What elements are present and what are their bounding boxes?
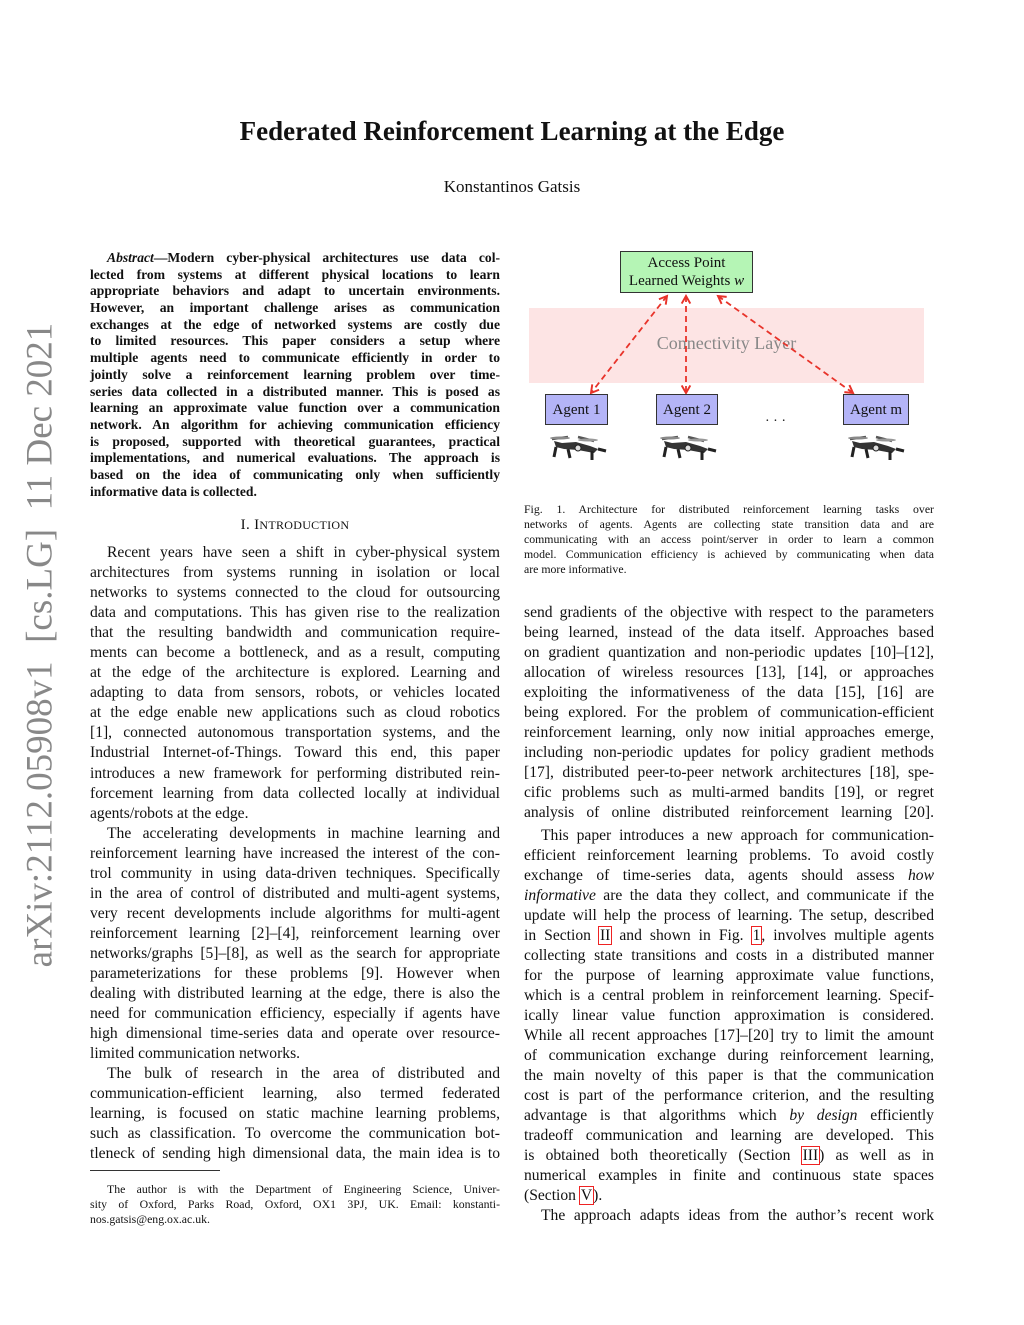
text-line: jointly solve a reinforcement learning problem over time- [90, 366, 500, 382]
text-segment: efficiently [857, 1107, 934, 1125]
emphasis-text: informative [524, 886, 596, 904]
text-line: allocation of wireless resources [13], [14], or approaches [524, 664, 934, 682]
cross-reference-link[interactable]: II [599, 926, 611, 944]
arxiv-label[interactable]: arXiv:2112.05908v1 [cs.LG] 11 Dec 2021 [19, 322, 61, 968]
text-line: is proposed, supported with theoretical guarantees, practical [90, 433, 500, 449]
text-line: The accelerating developments in machine learning and [107, 824, 500, 842]
text-line: dealing with distributed learning at the edge, there is also the [90, 985, 500, 1003]
text-line: tradeoff communication and learning are developed. This [524, 1127, 934, 1145]
text-line: learning, is focused on static machine learning problems, [90, 1105, 500, 1123]
text-line: at the edge of the architecture is explored. Learning and [90, 664, 500, 682]
cross-reference-link[interactable]: III [802, 1147, 819, 1165]
emphasis-text: by design [789, 1107, 858, 1125]
text-line [90, 250, 500, 267]
text-line: series data collected in a distributed manner. This is posed as [90, 383, 500, 399]
paragraph [90, 824, 500, 1065]
text-line: communication-efficient learning, also termed federated [90, 1085, 500, 1103]
text-line: are more informative. [524, 562, 627, 576]
text-line: on gradient quantization and non-periodic updates [10]–[12], [524, 644, 934, 662]
section-title-rest: NTRODUCTION [259, 518, 350, 532]
section-heading-introduction [90, 517, 500, 534]
text-line: adapting to data from sensors, robots, or vehicles located [90, 684, 500, 702]
text-line: architectures from systems running in isolation or local [90, 564, 500, 582]
right-column [524, 603, 934, 1226]
text-line: learning an approximate value function over a communication [90, 400, 500, 416]
text-line: being learned, instead of the data itself. Approaches based [524, 624, 934, 642]
text-line: very recent developments include algorithms for multi-agent [90, 904, 500, 922]
text-line: Industrial Internet-of-Things. Toward this end, this paper [90, 744, 500, 762]
text-segment: are the data they collect, and communicate if the [595, 886, 934, 904]
paragraph [90, 543, 500, 824]
cross-reference-link[interactable]: 1 [752, 926, 761, 944]
text-segment: is obtained both theoretically (Section [524, 1147, 802, 1165]
text-line [524, 1106, 934, 1126]
text-line: [17], distributed peer-to-peer network architectures [18], spe- [524, 764, 934, 782]
text-line: analysis of online distributed reinforcement learning [20]. [524, 804, 934, 822]
text-line: which is a central problem in reinforcement learning. Specif- [524, 986, 934, 1004]
left-column [90, 543, 500, 1164]
text-segment: Modern cyber-physical architectures use data col- [167, 250, 500, 265]
text-line: Recent years have seen a shift in cyber-physical system [107, 544, 500, 561]
footnote-text [90, 1182, 500, 1227]
footnote [90, 1182, 500, 1227]
text-line: efficient reinforcement learning problems. To avoid costly [524, 846, 934, 864]
agent-m-box: Agent m [843, 394, 909, 425]
text-line: trol community in using data-driven techniques. Specifically [90, 864, 500, 882]
connectivity-layer-label: Connectivity Layer [656, 333, 797, 353]
text-line: communicating with an access point/server in order to learn a common [524, 532, 934, 546]
text-line: numerical examples in finite and continuous state spaces [524, 1167, 934, 1185]
text-line: cific problems such as multi-armed bandits [19], or regret [524, 784, 934, 802]
text-line: parameterizations for these problems [9]. However when [90, 964, 500, 982]
text-line: collecting state transitions and costs in a distributed manner [524, 946, 934, 964]
text-line: networks/graphs [5]–[8], as well as the search for appropriate [90, 944, 500, 962]
abstract-label: Abstract [107, 250, 154, 265]
agent-2-box: Agent 2 [656, 394, 718, 425]
agent-1-box: Agent 1 [545, 394, 608, 425]
drone-icon [548, 433, 608, 463]
text-line [524, 1186, 934, 1206]
text-segment: and shown in Fig. [611, 926, 752, 944]
text-line: nos.gatsis@eng.ox.ac.uk. [90, 1212, 210, 1226]
text-segment: , involves multiple agents [761, 926, 935, 944]
text-segment: ) as well as in [819, 1147, 934, 1165]
text-line: network. An algorithm for achieving communication efficiency [90, 416, 500, 432]
figure-1 [520, 240, 940, 470]
text-line: networks to systems connected to the cloud for outsourcing [90, 584, 500, 602]
drone-icon [658, 433, 718, 463]
text-line: such as classification. To overcome the communication bot- [90, 1125, 500, 1143]
text-line: reinforcement learning, only now initial approaches emerge, [524, 724, 934, 742]
section-number: I. [240, 517, 251, 533]
text-line: reinforcement learning [2]–[4], reinforcement learning over [90, 924, 500, 942]
text-line: [1], connected autonomous transportation systems, and the [90, 724, 500, 742]
text-line: ments can become a bottleneck, and as a result, computing [90, 644, 500, 662]
text-line: limited communication networks. [90, 1045, 301, 1063]
text-line: being explored. For the problem of communication-efficient [524, 704, 934, 722]
text-segment: advantage is that algorithms which [524, 1107, 790, 1125]
paragraph [524, 603, 934, 824]
ellipsis: · · · [765, 414, 786, 429]
author: Konstantinos Gatsis [443, 177, 581, 196]
caption-text [524, 502, 934, 577]
footnote-rule [90, 1170, 220, 1171]
text-line: exchanges at the edge of networked systems are costly due [90, 316, 500, 332]
access-point-label: Access Point [647, 255, 726, 271]
abstract [90, 250, 500, 500]
text-line: model. Communication efficiency is achieved by communicating when data [524, 547, 934, 561]
paragraph [524, 1206, 934, 1226]
text-line: for the purpose of learning approximate value functions, [524, 966, 934, 984]
text-line: forcement learning from data collected locally at individual [90, 784, 500, 802]
text-line: tleneck of sending high dimensional data, the main idea is to [90, 1145, 500, 1163]
text-line: update will help the process of learning. The setup, described [524, 906, 934, 924]
paragraph [90, 1064, 500, 1164]
text-line [524, 866, 934, 886]
text-line: based on the idea of communicating only when sufficiently [90, 466, 500, 482]
text-segment: in Section [524, 926, 599, 944]
text-line: need for communication efficiency, especially if agents have [90, 1005, 500, 1023]
text-line: multiple agents need to communicate efficiently in order to [90, 350, 500, 366]
text-line [524, 926, 934, 946]
text-line: However, an important challenge arises as communication [90, 300, 500, 316]
text-line: that the resulting bandwidth and communication require- [90, 624, 500, 642]
cross-reference-link[interactable]: V [580, 1187, 593, 1205]
figure-caption [524, 502, 934, 577]
text-line: While all recent approaches [17]–[20] try to limit the amount [524, 1026, 934, 1044]
emphasis-text: how [908, 866, 934, 884]
text-line: to limited resources. This paper considers a setup where [90, 333, 500, 349]
text-line: implementations, and numerical evaluations. The approach is [90, 450, 500, 466]
text-line: at the edge enable new applications such as cloud robotics [90, 704, 500, 722]
text-line: reinforcement learning have increased the interest of the con- [90, 844, 500, 862]
abstract-dash: — [153, 250, 168, 265]
section-title-initial: I [254, 517, 260, 533]
text-segment: (Section [524, 1187, 580, 1205]
text-line: introduces a new framework for performing distributed rein- [90, 764, 500, 782]
access-point-box [620, 251, 753, 293]
arrow-agent-1 [591, 296, 667, 393]
text-line: This paper introduces a new approach for communication- [541, 826, 934, 844]
weights-symbol: w [734, 273, 745, 289]
text-line: lected from systems at different physical locations to learn [90, 266, 500, 282]
text-line: agents/robots at the edge. [90, 804, 249, 822]
paragraph [524, 826, 934, 1207]
text-line: the main novelty of this paper is that the communication [524, 1067, 934, 1085]
text-line: of communication exchange during reinforcement learning, [524, 1047, 934, 1065]
arrow-agent-m [718, 296, 853, 393]
text-line: exploiting the informativeness of the data [15], [16] are [524, 684, 934, 702]
text-line: networks of agents. Agents are collecting state transition data and are [524, 517, 934, 531]
text-line: in the area of control of distributed and multi-agent systems, [90, 884, 500, 902]
text-line: The approach adapts ideas from the author’s recent work [541, 1207, 934, 1225]
paper-title: Federated Reinforcement Learning at the Edge [239, 116, 785, 146]
text-line [524, 1146, 934, 1166]
text-line: send gradients of the objective with respect to the parameters [524, 604, 934, 621]
text-line: high dimensional time-series data and operate over resource- [90, 1025, 500, 1043]
learned-weights-label: Learned Weights [628, 273, 731, 289]
text-line: cost is part of the performance criterion, and the resulting [524, 1087, 934, 1105]
text-line [524, 886, 934, 906]
text-line: appropriate behaviors and adapt to uncertain environments. [90, 283, 500, 299]
text-segment: ). [593, 1187, 603, 1205]
text-line: The bulk of research in the area of distributed and [107, 1065, 500, 1083]
text-line: including non-periodic updates for policy gradient methods [524, 744, 934, 762]
text-line: Fig. 1. Architecture for distributed reinforcement learning tasks over [524, 502, 934, 516]
drone-icon [846, 433, 906, 463]
text-line: ically linear value function approximation is considered. [524, 1006, 934, 1024]
text-line: data and computations. This has given rise to the realization [90, 604, 500, 622]
text-line: sity of Oxford, Parks Road, Oxford, OX1 3PJ, UK. Email: konstanti- [90, 1197, 500, 1211]
text-segment: exchange of time-series data, agents should assess [524, 866, 908, 884]
text-line: The author is with the Department of Engineering Science, Univer- [107, 1182, 500, 1196]
text-line: informative data is collected. [90, 483, 257, 499]
